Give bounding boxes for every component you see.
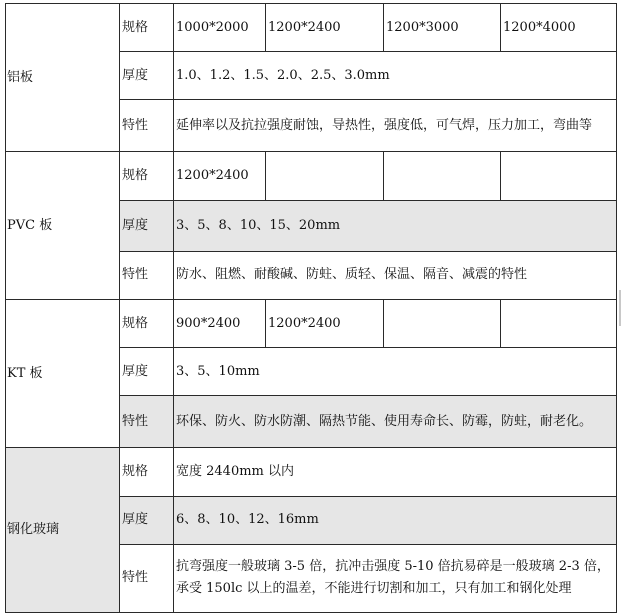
thickness-value: 6、8、10、12、16mm <box>174 496 617 544</box>
table-row <box>6 299 617 347</box>
spec-label: 规格 <box>120 152 174 200</box>
spec-value <box>384 152 501 200</box>
spec-value <box>384 299 501 347</box>
thickness-label: 厚度 <box>120 496 174 544</box>
spec-value: 1200*3000 <box>384 4 501 52</box>
thickness-label: 厚度 <box>120 348 174 396</box>
feature-value: 延伸率以及抗拉强度耐蚀，导热性，强度低，可气焊，压力加工，弯曲等 <box>174 100 617 152</box>
spec-value: 1200*2400 <box>266 299 384 347</box>
thickness-label: 厚度 <box>120 200 174 251</box>
spec-value: 900*2400 <box>174 299 266 347</box>
spec-label: 规格 <box>120 299 174 347</box>
table-row <box>6 448 617 496</box>
material-name: PVC 板 <box>6 152 120 299</box>
spec-value: 1000*2000 <box>174 4 266 52</box>
spec-value: 宽度 2440mm 以内 <box>174 448 617 496</box>
feature-label: 特性 <box>120 544 174 612</box>
material-name: 钢化玻璃 <box>6 448 120 613</box>
feature-label: 特性 <box>120 251 174 299</box>
spec-value <box>266 152 384 200</box>
spec-value: 1200*2400 <box>266 4 384 52</box>
thickness-value: 3、5、8、10、15、20mm <box>174 200 617 251</box>
feature-value: 抗弯强度一般玻璃 3-5 倍，抗冲击强度 5-10 倍抗易碎是一般玻璃 2-3 倍，承受 150lc 以上的温差，不能进行切割和加工，只有加工和钢化处理 <box>174 544 617 612</box>
feature-label: 特性 <box>120 100 174 152</box>
materials-table <box>5 3 617 613</box>
feature-label: 特性 <box>120 396 174 448</box>
spec-label: 规格 <box>120 4 174 52</box>
thickness-value: 3、5、10mm <box>174 348 617 396</box>
spec-value <box>501 299 617 347</box>
material-name: KT 板 <box>6 299 120 447</box>
spec-label: 规格 <box>120 448 174 496</box>
spec-value: 1200*4000 <box>501 4 617 52</box>
spec-value: 1200*2400 <box>174 152 266 200</box>
feature-value: 环保、防火、防水防潮、隔热节能、使用寿命长、防霉，防蛀，耐老化。 <box>174 396 617 448</box>
material-name: 铝板 <box>6 4 120 152</box>
feature-value: 防水、阻燃、耐酸碱、防蛀、质轻、保温、隔音、减震的特性 <box>174 251 617 299</box>
table-row <box>6 4 617 52</box>
thickness-label: 厚度 <box>120 52 174 100</box>
table-row <box>6 152 617 200</box>
thickness-value: 1.0、1.2、1.5、2.0、2.5、3.0mm <box>174 52 617 100</box>
spec-value <box>501 152 617 200</box>
